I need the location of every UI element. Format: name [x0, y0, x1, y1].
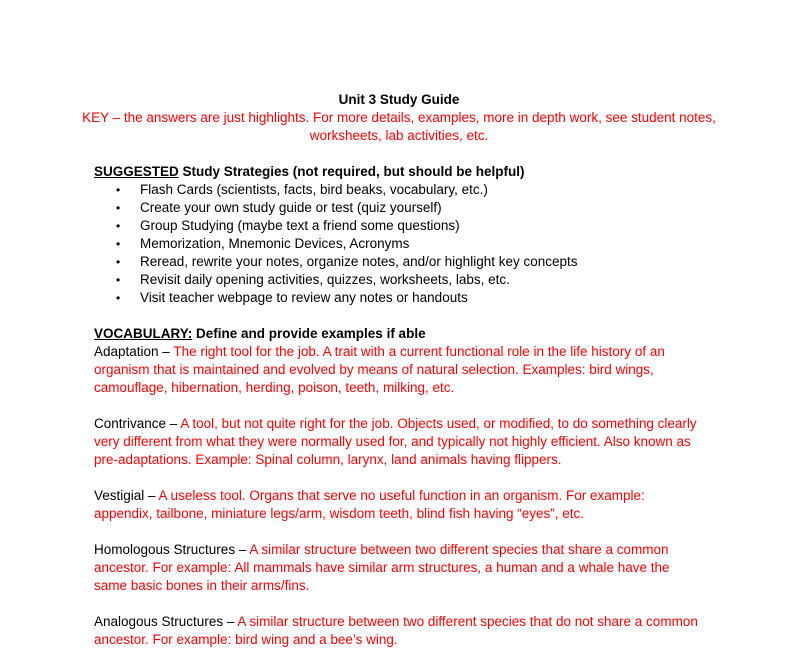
vocab-definition: A useless tool. Organs that serve no useful function in an organism. For example: appendix, tailbone, miniature legs/arm, wisdom teeth, blind fish having “eyes”, etc.: [94, 488, 645, 521]
spacer: [94, 469, 704, 487]
bullet-icon: •: [116, 237, 121, 251]
spacer: [94, 397, 704, 415]
strategies-heading: [94, 163, 704, 181]
list-item-text: Visit teacher webpage to review any notes or handouts: [140, 290, 468, 305]
list-item-text: Flash Cards (scientists, facts, bird beaks, vocabulary, etc.): [140, 182, 488, 197]
spacer: [94, 595, 704, 613]
vocab-entry-vestigial: [94, 487, 704, 523]
list-item-text: Revisit daily opening activities, quizzes, worksheets, labs, etc.: [140, 272, 510, 287]
list-item: [94, 253, 704, 271]
bullet-icon: •: [116, 183, 121, 197]
bullet-icon: •: [116, 255, 121, 269]
bullet-icon: •: [116, 273, 121, 287]
vocab-entry-adaptation: [94, 343, 704, 397]
list-item: [94, 199, 704, 217]
list-item: [94, 181, 704, 199]
vocab-entry-contrivance: [94, 415, 704, 469]
strategies-list: [94, 181, 704, 307]
list-item-text: Reread, rewrite your notes, organize notes, and/or highlight key concepts: [140, 254, 578, 269]
vocab-term: Analogous Structures –: [94, 614, 238, 629]
vocab-definition: A similar structure between two different species that share a common ancestor. For example: All mammals have similar arm structures, a human and a whale have the same basic bones in their arms/fins.: [94, 542, 670, 593]
vocab-term: Adaptation –: [94, 344, 174, 359]
strategies-heading-underlined: SUGGESTED: [94, 164, 179, 179]
vocab-entry-analogous: [94, 613, 704, 649]
list-item-text: Memorization, Mnemonic Devices, Acronyms: [140, 236, 410, 251]
bullet-icon: •: [116, 201, 121, 215]
strategies-heading-text: Study Strategies (not required, but should be helpful): [178, 164, 525, 179]
vocab-term: Vestigial –: [94, 488, 159, 503]
list-item: [94, 289, 704, 307]
list-item: [94, 217, 704, 235]
vocabulary-heading-text: Define and provide examples if able: [192, 326, 426, 341]
vocab-term: Homologous Structures –: [94, 542, 250, 557]
vocab-definition: The right tool for the job. A trait with a current functional role in the life history of an organism that is maintained and evolved by means of natural selection. Examples: bird wings, camouflage, hibernation, herding, poison, teeth, milking, etc.: [94, 344, 665, 395]
vocab-definition: A tool, but not quite right for the job. Objects used, or modified, to do something clearly very different from what they were normally used for, and typically not highly efficient. Also known as pre-adaptations. Example: Spinal column, larynx, land animals having flippers.: [94, 416, 697, 467]
vocab-term: Contrivance –: [94, 416, 181, 431]
list-item: [94, 271, 704, 289]
list-item: [94, 235, 704, 253]
vocab-definition: A similar structure between two different species that do not share a common ancestor. For example: bird wing and a bee’s wing.: [94, 614, 698, 647]
bullet-icon: •: [116, 291, 121, 305]
spacer: [94, 523, 704, 541]
document-body: [82, 91, 716, 649]
vocab-entry-homologous: [94, 541, 704, 595]
list-item-text: Group Studying (maybe text a friend some questions): [140, 218, 460, 233]
document-title: Unit 3 Study Guide: [338, 92, 460, 107]
bullet-icon: •: [116, 219, 121, 233]
list-item-text: Create your own study guide or test (quiz yourself): [140, 200, 442, 215]
vocabulary-heading-underlined: VOCABULARY:: [94, 326, 193, 341]
answer-key-note: KEY – the answers are just highlights. For more details, examples, more in depth work, see student notes, worksheets, lab activities, etc.: [82, 110, 716, 143]
vocabulary-heading: [94, 325, 704, 343]
